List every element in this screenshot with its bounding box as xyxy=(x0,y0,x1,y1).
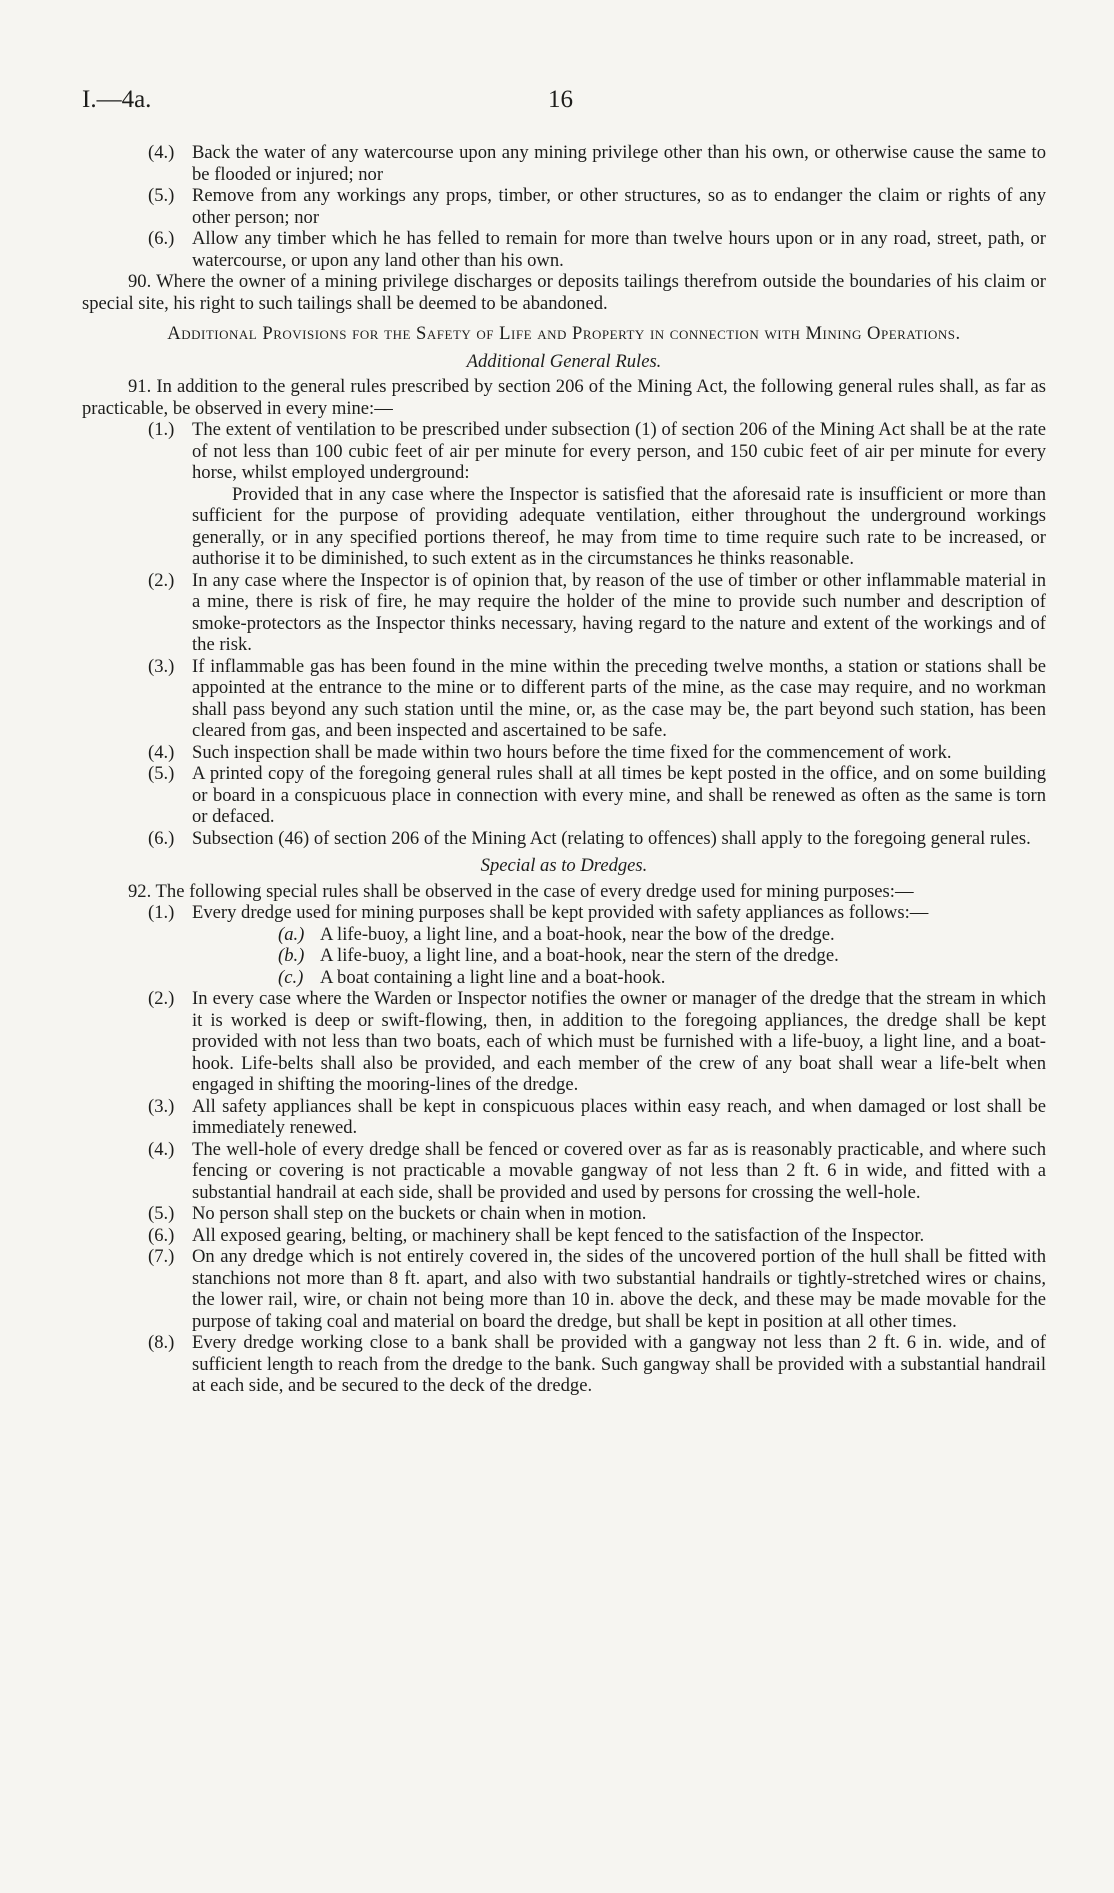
section-heading: Additional Provisions for the Safety of Life and Property in connection with Mining Operations. xyxy=(167,323,961,344)
item-number: (3.) xyxy=(148,655,175,677)
item-text: The well-hole of every dredge shall be fenced or covered over as far as is reasonably practicable, and where such fencing or covering is not practicable a movable gangway of not less than 2 ft. 6 in wide, and fitted with a substantial handrail at each side, shall be provided and used by persons for crossing the well-hole. xyxy=(192,1138,1046,1203)
item-text: The extent of ventilation to be prescribed under subsection (1) of section 206 of the Mining Act shall be at the rate of not less than 100 cubic feet of air per minute for every person, and 150 cubic feet of air per minute for every horse, whilst employed underground: xyxy=(192,419,1046,483)
item-number: (6.) xyxy=(148,228,175,249)
list-item xyxy=(82,902,1046,924)
item-number: (4.) xyxy=(148,741,175,763)
sub-item-text: A life-buoy, a light line, and a boat-hook, near the stern of the dredge. xyxy=(320,945,839,966)
proviso: Provided that in any case where the Inspector is satisfied that the aforesaid rate is insufficient or more than sufficient for the purpose of providing adequate ventilation, either throughout the underground workings generally, or in any specified portions thereof, he may from time to time require such rate to be increased, or authorise it to be diminished, to such extent as in the circumstances he thinks reasonable. xyxy=(192,483,1046,569)
sub-item xyxy=(82,967,1046,989)
sub-item xyxy=(82,945,1046,967)
item-text: No person shall step on the buckets or chain when in motion. xyxy=(192,1203,647,1224)
list-item xyxy=(82,1203,1046,1225)
item-number: (6.) xyxy=(148,827,175,849)
item-text: Every dredge working close to a bank shall be provided with a gangway not less than 2 ft. 6 in. wide, and of sufficient length to reach from the dredge to the bank. Such gangway shall be provided with a substantial handrail at each side, and be secured to the deck of the dredge. xyxy=(192,1332,1046,1396)
page-number: 16 xyxy=(548,86,573,113)
item-text: In any case where the Inspector is of opinion that, by reason of the use of timber or other inflammable material in a mine, there is risk of fire, he may require the holder of the mine to provide such number and description of smoke-protectors as the Inspector thinks necessary, having regard to the nature and extent of the workings and of the risk. xyxy=(192,569,1046,655)
list-item xyxy=(82,1332,1046,1397)
item-text: Such inspection shall be made within two hours before the time fixed for the commencement of work. xyxy=(192,741,952,763)
paragraph-91: 91. In addition to the general rules prescribed by section 206 of the Mining Act, the following general rules shall, as far as practicable, be observed in every mine:— xyxy=(82,376,1046,419)
sub-item-letter: (b.) xyxy=(278,945,305,966)
list-item xyxy=(82,1246,1046,1332)
item-text: Back the water of any watercourse upon any mining privilege other than his own, or otherwise cause the same to be flooded or injured; nor xyxy=(192,142,1046,185)
item-number: (8.) xyxy=(148,1332,175,1353)
subheading-general-rules: Additional General Rules. xyxy=(466,350,662,372)
list-item xyxy=(82,828,1046,850)
sub-item xyxy=(82,924,1046,946)
list-item xyxy=(82,988,1046,1096)
list-item xyxy=(82,1225,1046,1247)
list-item xyxy=(82,742,1046,764)
item-number: (5.) xyxy=(148,763,175,784)
paragraph-92: 92. The following special rules shall be observed in the case of every dredge used for mining purposes:— xyxy=(128,880,914,902)
item-number: (1.) xyxy=(148,902,175,923)
page-body xyxy=(82,142,1046,1397)
subheading-dredges: Special as to Dredges. xyxy=(480,855,648,876)
paragraph-90: 90. Where the owner of a mining privilege discharges or deposits tailings therefrom outside the boundaries of his claim or special site, his right to such tailings shall be deemed to be abandoned. xyxy=(82,271,1046,314)
item-text: Subsection (46) of section 206 of the Mining Act (relating to offences) shall apply to the foregoing general rules. xyxy=(192,827,1031,849)
sub-item-text: A boat containing a light line and a boat-hook. xyxy=(320,966,666,988)
list-item xyxy=(82,1096,1046,1139)
item-number: (7.) xyxy=(148,1246,175,1267)
list-item xyxy=(82,656,1046,742)
item-text: Allow any timber which he has felled to remain for more than twelve hours upon or in any road, street, path, or watercourse, or upon any land other than his own. xyxy=(192,228,1046,271)
item-number: (1.) xyxy=(148,419,175,440)
item-number: (6.) xyxy=(148,1224,175,1246)
item-number: (3.) xyxy=(148,1095,175,1117)
list-item xyxy=(82,763,1046,828)
document-reference: I.—4a. xyxy=(82,86,152,113)
sub-item-letter: (c.) xyxy=(278,966,304,988)
item-text: All exposed gearing, belting, or machinery shall be kept fenced to the satisfaction of the Inspector. xyxy=(192,1224,925,1246)
item-text: Remove from any workings any props, timber, or other structures, so as to endanger the claim or rights of any other person; nor xyxy=(192,185,1046,228)
item-text: Every dredge used for mining purposes shall be kept provided with safety appliances as follows:— xyxy=(192,902,929,923)
list-item xyxy=(82,1139,1046,1204)
item-number: (2.) xyxy=(148,988,175,1009)
item-number: (5.) xyxy=(148,1203,175,1224)
sub-item-text: A life-buoy, a light line, and a boat-hook, near the bow of the dredge. xyxy=(320,923,835,945)
item-text: In every case where the Warden or Inspector notifies the owner or manager of the dredge that the stream in which it is worked is deep or swift-flowing, then, in addition to the foregoing appliances, the dredge shall be kept provided with not less than two boats, each of which must be furnished with a life-buoy, a light line, and a boat-hook. Life-belts shall also be provided, and each member of the crew of any boat shall wear a life-belt when engaged in shifting the mooring-lines of the dredge. xyxy=(192,988,1046,1095)
sub-item-letter: (a.) xyxy=(278,923,305,945)
item-text: All safety appliances shall be kept in conspicuous places within easy reach, and when damaged or lost shall be immediately renewed. xyxy=(192,1095,1046,1138)
item-text: A printed copy of the foregoing general rules shall at all times be kept posted in the office, and on some building or board in a conspicuous place in connection with every mine, and shall be renewed as often as the same is torn or defaced. xyxy=(192,763,1046,827)
item-number: (2.) xyxy=(148,569,175,591)
item-text: On any dredge which is not entirely covered in, the sides of the uncovered portion of the hull shall be fitted with stanchions not more than 8 ft. apart, and also with two substantial handrails or tightly-stretched wires or chains, the lower rail, wire, or chain not being more than 10 in. above the deck, and these may be made movable for the purpose of taking coal and material on board the dredge, but shall be kept in position at all other times. xyxy=(192,1246,1046,1332)
item-number: (4.) xyxy=(148,1138,175,1160)
list-item xyxy=(82,185,1046,228)
item-text: If inflammable gas has been found in the mine within the preceding twelve months, a station or stations shall be appointed at the entrance to the mine or to different parts of the mine, as the case may require, and no workman shall pass beyond any such station until the mine, or, as the case may be, the part beyond such station, has been cleared from gas, and been inspected and ascertained to be safe. xyxy=(192,655,1046,741)
list-item xyxy=(82,570,1046,656)
item-number: (4.) xyxy=(148,142,175,163)
list-item xyxy=(82,419,1046,484)
list-item xyxy=(82,142,1046,185)
item-number: (5.) xyxy=(148,185,175,206)
list-item xyxy=(82,228,1046,271)
